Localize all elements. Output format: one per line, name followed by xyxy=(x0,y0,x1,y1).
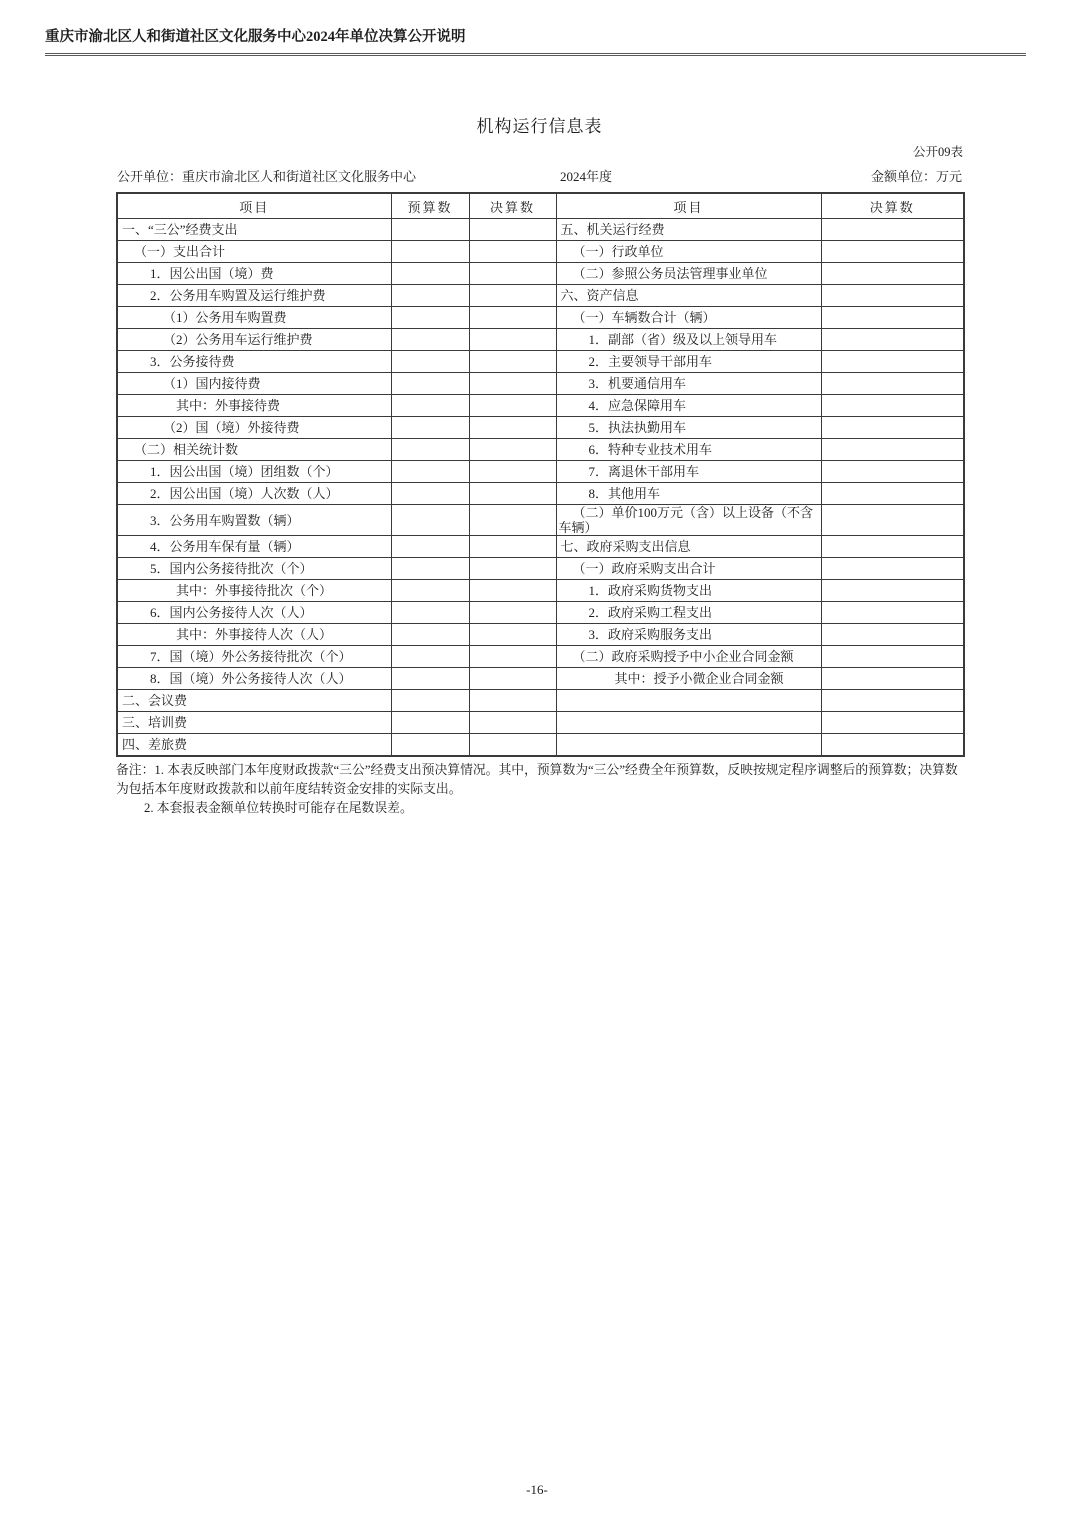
item-cell-left: 其中：外事接待批次（个） xyxy=(117,580,391,602)
item-cell-left: 其中：外事接待费 xyxy=(117,395,391,417)
final-cell-right xyxy=(821,417,964,439)
item-cell-right: （一）车辆数合计（辆） xyxy=(556,307,821,329)
item-cell-right xyxy=(556,712,821,734)
item-cell-right: 五、机关运行经费 xyxy=(556,219,821,241)
table-row xyxy=(117,602,964,624)
table-row xyxy=(117,712,964,734)
table-row xyxy=(117,461,964,483)
col-header-budget: 预算数 xyxy=(391,193,469,219)
item-cell-left: （1）国内接待费 xyxy=(117,373,391,395)
final-cell-left xyxy=(469,505,556,536)
item-cell-left: 5．国内公务接待批次（个） xyxy=(117,558,391,580)
item-cell-left: （二）相关统计数 xyxy=(117,439,391,461)
final-cell-left xyxy=(469,646,556,668)
final-cell-left xyxy=(469,483,556,505)
budget-cell xyxy=(391,558,469,580)
final-cell-right xyxy=(821,483,964,505)
final-cell-left xyxy=(469,734,556,757)
table-row xyxy=(117,734,964,757)
item-cell-right: （二）单价100万元（含）以上设备（不含车辆） xyxy=(556,505,821,536)
final-cell-right xyxy=(821,712,964,734)
final-cell-right xyxy=(821,580,964,602)
final-cell-left xyxy=(469,373,556,395)
final-cell-left xyxy=(469,602,556,624)
final-cell-right xyxy=(821,241,964,263)
item-cell-right: 其中：授予小微企业合同金额 xyxy=(556,668,821,690)
table-row xyxy=(117,646,964,668)
col-header-final-left: 决算数 xyxy=(469,193,556,219)
final-cell-left xyxy=(469,351,556,373)
final-cell-left xyxy=(469,668,556,690)
final-cell-left xyxy=(469,329,556,351)
item-cell-right: 六、资产信息 xyxy=(556,285,821,307)
final-cell-left xyxy=(469,241,556,263)
item-cell-left: 其中：外事接待人次（人） xyxy=(117,624,391,646)
final-cell-right xyxy=(821,505,964,536)
table-row xyxy=(117,307,964,329)
table-row xyxy=(117,219,964,241)
final-cell-right xyxy=(821,263,964,285)
page-number: -16- xyxy=(526,1482,548,1497)
final-cell-left xyxy=(469,712,556,734)
notes xyxy=(116,761,962,819)
final-cell-left xyxy=(469,219,556,241)
doc-header xyxy=(45,28,1026,56)
item-cell-right: 3．政府采购服务支出 xyxy=(556,624,821,646)
header-row xyxy=(117,193,964,219)
table-row xyxy=(117,285,964,307)
final-cell-right xyxy=(821,536,964,558)
budget-cell xyxy=(391,483,469,505)
item-cell-left: 6．国内公务接待人次（人） xyxy=(117,602,391,624)
final-cell-left xyxy=(469,395,556,417)
budget-cell xyxy=(391,395,469,417)
table-row xyxy=(117,690,964,712)
budget-cell xyxy=(391,329,469,351)
fiscal-year-label: 2024年度 xyxy=(560,169,613,184)
final-cell-left xyxy=(469,307,556,329)
item-cell-left: 3．公务接待费 xyxy=(117,351,391,373)
table-code-label: 公开09表 xyxy=(912,145,963,159)
item-cell-right: 8．其他用车 xyxy=(556,483,821,505)
final-cell-right xyxy=(821,602,964,624)
page-title: 机构运行信息表 xyxy=(476,117,603,136)
final-cell-left xyxy=(469,285,556,307)
amount-unit-label: 金额单位：万元 xyxy=(870,169,962,184)
item-cell-right: 1．政府采购货物支出 xyxy=(556,580,821,602)
note-1: 备注：1. 本表反映部门本年度财政拨款“三公”经费支出预决算情况。其中，预算数为“三公”经费全年预算数，反映按规定程序调整后的预算数；决算数为包括本年度财政拨款和以前年度结转资金安排的实际支出。 xyxy=(116,763,958,797)
final-cell-right xyxy=(821,285,964,307)
table-row xyxy=(117,668,964,690)
info-table xyxy=(116,192,965,757)
table-content xyxy=(116,192,963,819)
doc-header-title: 重庆市渝北区人和街道社区文化服务中心2024年单位决算公开说明 xyxy=(45,29,466,45)
budget-cell xyxy=(391,373,469,395)
final-cell-right xyxy=(821,351,964,373)
final-cell-left xyxy=(469,624,556,646)
final-cell-right xyxy=(821,219,964,241)
item-cell-left: 7．国（境）外公务接待批次（个） xyxy=(117,646,391,668)
budget-cell xyxy=(391,734,469,757)
item-cell-left: 1．因公出国（境）团组数（个） xyxy=(117,461,391,483)
final-cell-right xyxy=(821,734,964,757)
final-cell-right xyxy=(821,461,964,483)
budget-cell xyxy=(391,668,469,690)
final-cell-right xyxy=(821,646,964,668)
item-cell-left: 一、“三公”经费支出 xyxy=(117,219,391,241)
item-cell-right: （二）参照公务员法管理事业单位 xyxy=(556,263,821,285)
item-cell-left: 1．因公出国（境）费 xyxy=(117,263,391,285)
budget-cell xyxy=(391,536,469,558)
item-cell-left: 4．公务用车保有量（辆） xyxy=(117,536,391,558)
table-row xyxy=(117,417,964,439)
budget-cell xyxy=(391,219,469,241)
item-cell-right: 七、政府采购支出信息 xyxy=(556,536,821,558)
item-cell-left: （2）公务用车运行维护费 xyxy=(117,329,391,351)
item-cell-right: 1．副部（省）级及以上领导用车 xyxy=(556,329,821,351)
budget-cell xyxy=(391,505,469,536)
final-cell-right xyxy=(821,690,964,712)
item-cell-left: （一）支出合计 xyxy=(117,241,391,263)
table-row xyxy=(117,263,964,285)
budget-cell xyxy=(391,712,469,734)
table-row xyxy=(117,241,964,263)
item-cell-left: 二、会议费 xyxy=(117,690,391,712)
item-cell-right: 2．政府采购工程支出 xyxy=(556,602,821,624)
table-row xyxy=(117,624,964,646)
item-cell-right xyxy=(556,690,821,712)
final-cell-left xyxy=(469,580,556,602)
col-header-item-right: 项目 xyxy=(556,193,821,219)
budget-cell xyxy=(391,351,469,373)
budget-cell xyxy=(391,285,469,307)
budget-cell xyxy=(391,624,469,646)
publish-unit-label: 公开单位：重庆市渝北区人和街道社区文化服务中心 xyxy=(117,169,417,184)
item-cell-right: 2．主要领导干部用车 xyxy=(556,351,821,373)
table-row xyxy=(117,536,964,558)
item-cell-left: （1）公务用车购置费 xyxy=(117,307,391,329)
budget-cell xyxy=(391,263,469,285)
final-cell-left xyxy=(469,417,556,439)
item-cell-right: （一）行政单位 xyxy=(556,241,821,263)
budget-cell xyxy=(391,439,469,461)
table-row xyxy=(117,580,964,602)
meta-row xyxy=(116,166,963,185)
item-cell-right: 5．执法执勤用车 xyxy=(556,417,821,439)
item-cell-left: 2．公务用车购置及运行维护费 xyxy=(117,285,391,307)
table-row xyxy=(117,329,964,351)
item-cell-left: 2．因公出国（境）人次数（人） xyxy=(117,483,391,505)
final-cell-right xyxy=(821,624,964,646)
table-row xyxy=(117,505,964,536)
item-cell-right: 3．机要通信用车 xyxy=(556,373,821,395)
item-cell-right: 4．应急保障用车 xyxy=(556,395,821,417)
table-row xyxy=(117,373,964,395)
table-row xyxy=(117,558,964,580)
final-cell-right xyxy=(821,307,964,329)
final-cell-left xyxy=(469,536,556,558)
table-row xyxy=(117,483,964,505)
item-cell-right: 7．离退休干部用车 xyxy=(556,461,821,483)
col-header-item-left: 项目 xyxy=(117,193,391,219)
item-cell-left: 三、培训费 xyxy=(117,712,391,734)
budget-cell xyxy=(391,646,469,668)
final-cell-left xyxy=(469,263,556,285)
item-cell-left: 3．公务用车购置数（辆） xyxy=(117,505,391,536)
item-cell-left: （2）国（境）外接待费 xyxy=(117,417,391,439)
final-cell-right xyxy=(821,329,964,351)
item-cell-right xyxy=(556,734,821,757)
item-cell-right: 6．特种专业技术用车 xyxy=(556,439,821,461)
table-row xyxy=(117,395,964,417)
final-cell-left xyxy=(469,690,556,712)
budget-cell xyxy=(391,580,469,602)
final-cell-left xyxy=(469,461,556,483)
item-cell-left: 8．国（境）外公务接待人次（人） xyxy=(117,668,391,690)
item-cell-right: （二）政府采购授予中小企业合同金额 xyxy=(556,646,821,668)
col-header-final-right: 决算数 xyxy=(821,193,964,219)
final-cell-right xyxy=(821,668,964,690)
table-row xyxy=(117,439,964,461)
final-cell-right xyxy=(821,395,964,417)
final-cell-right xyxy=(821,439,964,461)
final-cell-right xyxy=(821,558,964,580)
final-cell-left xyxy=(469,558,556,580)
final-cell-right xyxy=(821,373,964,395)
item-cell-right: （一）政府采购支出合计 xyxy=(556,558,821,580)
budget-cell xyxy=(391,690,469,712)
budget-cell xyxy=(391,461,469,483)
budget-cell xyxy=(391,241,469,263)
budget-cell xyxy=(391,307,469,329)
item-cell-left: 四、差旅费 xyxy=(117,734,391,757)
final-cell-left xyxy=(469,439,556,461)
note-2: 2. 本套报表金额单位转换时可能存在尾数误差。 xyxy=(144,801,413,816)
table-row xyxy=(117,351,964,373)
budget-cell xyxy=(391,417,469,439)
budget-cell xyxy=(391,602,469,624)
